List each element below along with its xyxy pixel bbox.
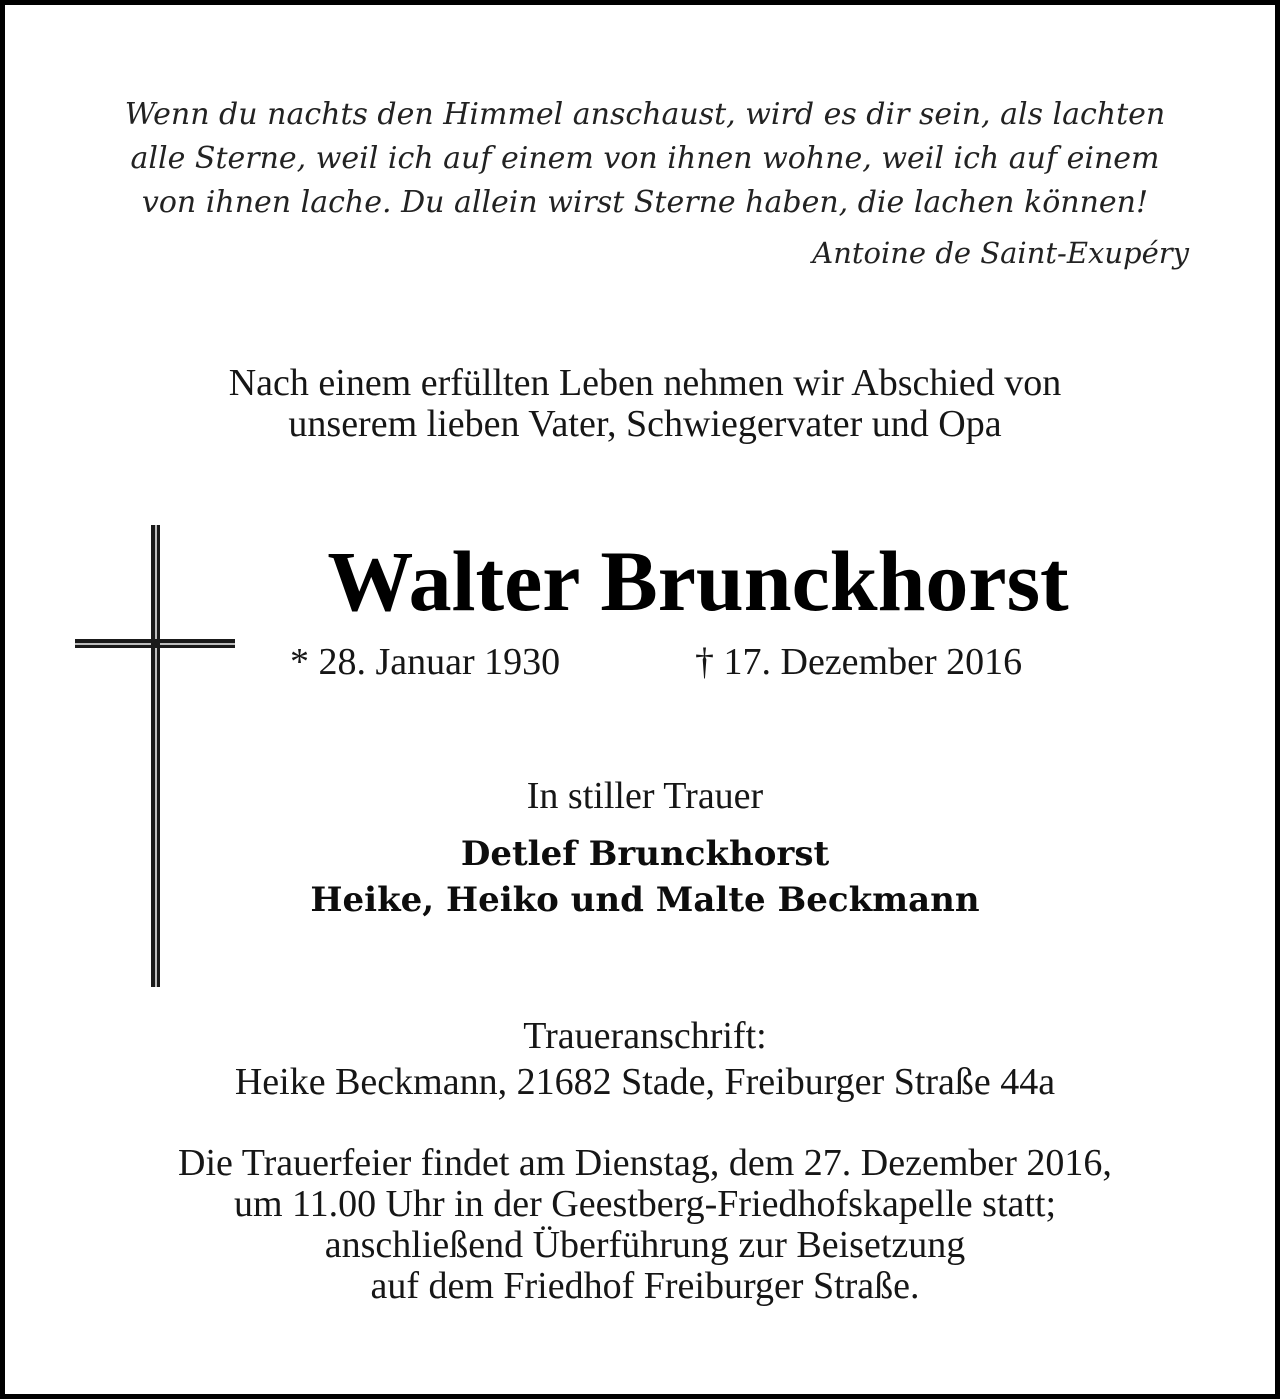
death-date: † 17. Dezember 2016 — [695, 641, 1023, 683]
mourning-label: In stiller Trauer — [526, 775, 764, 817]
birth-date: * 28. Januar 1930 — [290, 641, 561, 683]
quote-line-1: Wenn du nachts den Himmel anschaust, wird es dir sein, als lachten — [124, 97, 1166, 132]
deceased-name: Walter Brunckhorst — [327, 533, 1069, 629]
quote-line-3: von ihnen lache. Du allein wirst Sterne haben, die lachen können! — [141, 185, 1149, 220]
quote — [5, 93, 1280, 225]
intro-line-2: unserem lieben Vater, Schwiegervater und Opa — [288, 403, 1002, 445]
quote-line-2: alle Sterne, weil ich auf einem von ihnen wohne, weil ich auf einem — [130, 141, 1160, 176]
address-block — [5, 1013, 1280, 1105]
cross-icon — [75, 525, 235, 987]
ceremony-line-2: um 11.00 Uhr in der Geestberg-Friedhofskapelle statt; — [233, 1183, 1057, 1225]
intro-text — [5, 363, 1280, 445]
mourners-list — [263, 831, 1027, 923]
address-label: Traueranschrift: — [523, 1015, 767, 1057]
ceremony-info — [5, 1143, 1280, 1307]
ceremony-line-1: Die Trauerfeier findet am Dienstag, dem 27. Dezember 2016, — [178, 1142, 1112, 1184]
ceremony-line-4: auf dem Friedhof Freiburger Straße. — [370, 1265, 920, 1307]
mourner-name: Detlef Brunckhorst — [460, 834, 830, 874]
address-value: Heike Beckmann, 21682 Stade, Freiburger Straße 44a — [234, 1061, 1056, 1103]
mourner-name: Heike, Heiko und Malte Beckmann — [310, 880, 980, 920]
intro-line-1: Nach einem erfüllten Leben nehmen wir Abschied von — [228, 362, 1062, 404]
quote-author: Antoine de Saint-Exupéry — [812, 236, 1189, 270]
ceremony-line-3: anschließend Überführung zur Beisetzung — [324, 1224, 966, 1266]
